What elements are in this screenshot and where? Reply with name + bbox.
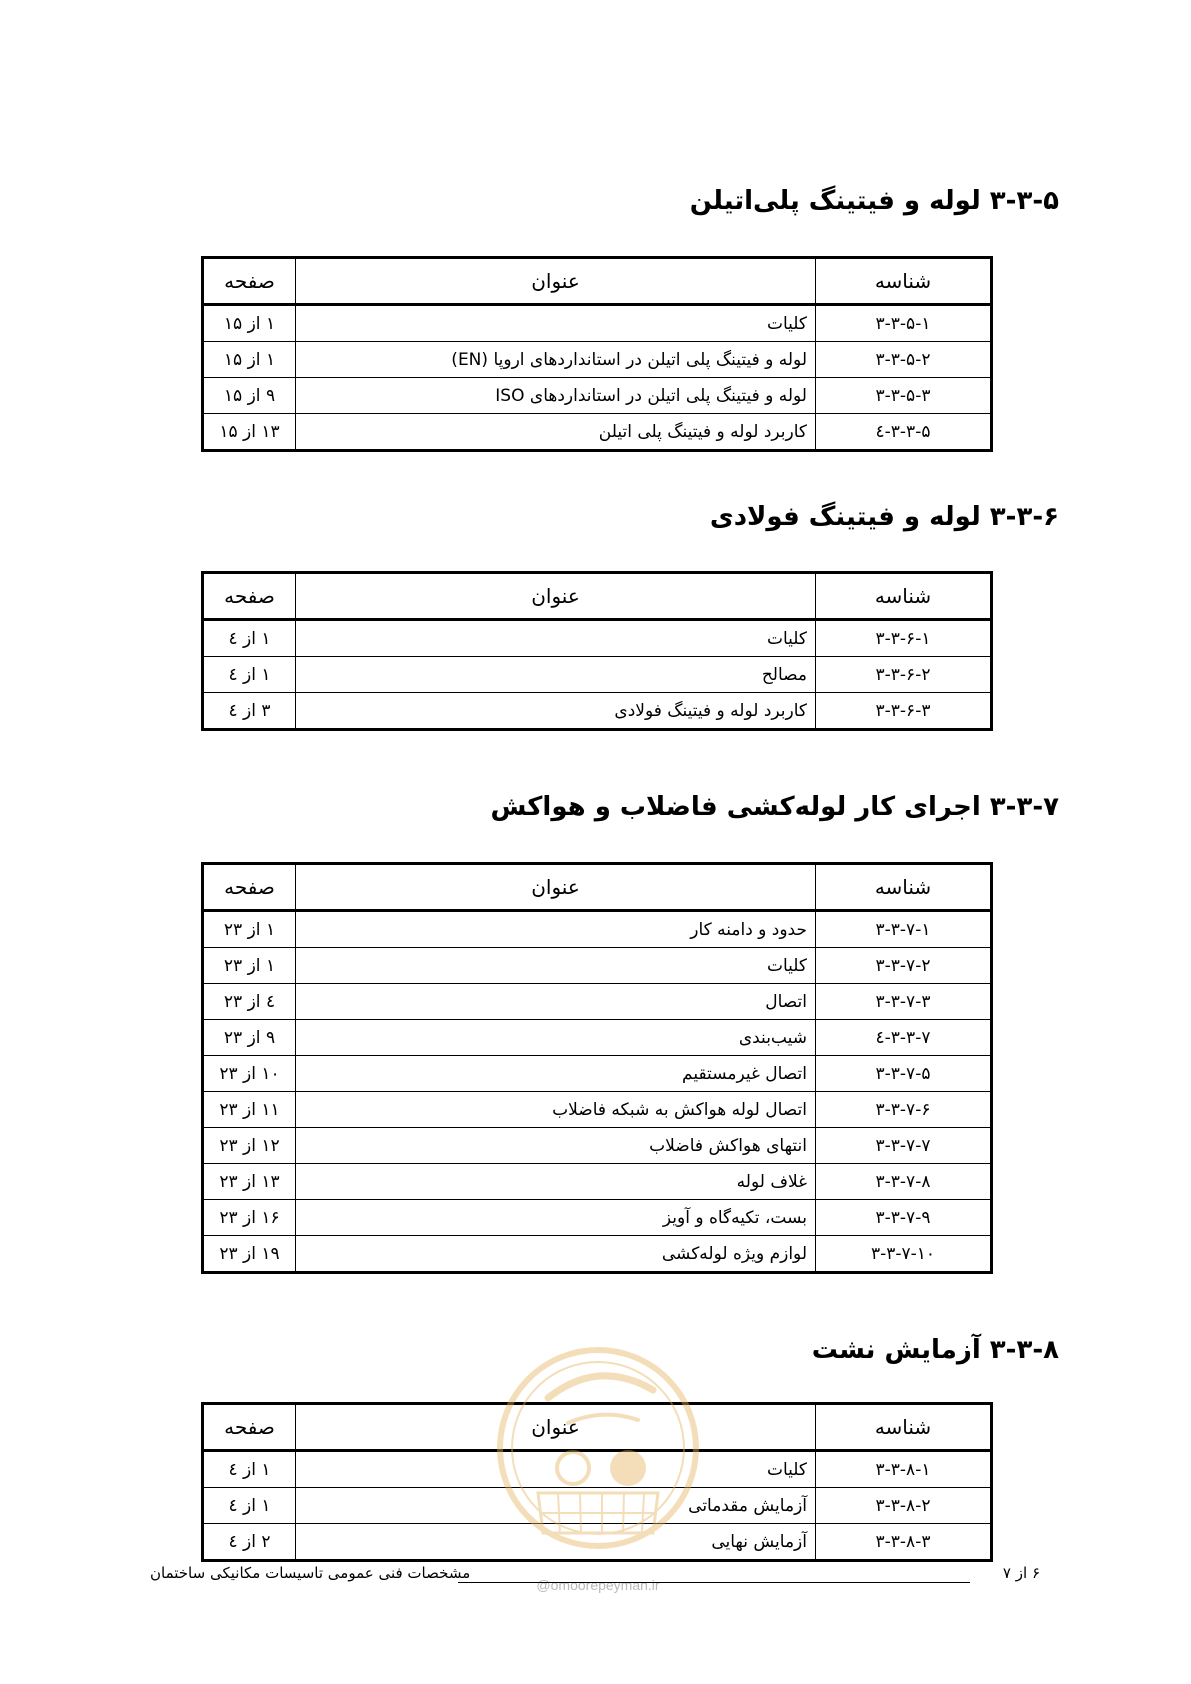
- toc-table-3-3-6: [201, 571, 993, 731]
- watermark-script: [548, 1376, 653, 1398]
- table-header-row: [203, 258, 992, 305]
- row-id: ۳-۳-۵-۱: [816, 305, 992, 342]
- footer-divider: [458, 1582, 970, 1583]
- page-number: ۶ از ۷: [1002, 1564, 1040, 1582]
- row-page: ٤ از ۲۳: [203, 984, 296, 1020]
- table-row[interactable]: [203, 342, 992, 378]
- row-page: ۱۳ از ۱۵: [203, 414, 296, 451]
- row-page: ۱ از ٤: [203, 620, 296, 657]
- row-id: ۳-۳-۵-٤: [816, 414, 992, 451]
- row-title: آزمایش مقدماتی: [296, 1488, 816, 1524]
- row-id: ۳-۳-۷-۱: [816, 911, 992, 948]
- row-title: انتهای هواکش فاضلاب: [296, 1128, 816, 1164]
- row-id: ۳-۳-۵-۳: [816, 378, 992, 414]
- row-id: ۳-۳-۷-۱۰: [816, 1236, 992, 1273]
- table-row[interactable]: [203, 305, 992, 342]
- table-row[interactable]: [203, 1236, 992, 1273]
- table-row[interactable]: [203, 984, 992, 1020]
- row-title: لوله و فیتینگ پلی اتیلن در استانداردهای اروپا (EN): [296, 342, 816, 378]
- row-id: ۳-۳-۵-۲: [816, 342, 992, 378]
- row-id: ۳-۳-۶-۳: [816, 693, 992, 730]
- section-heading-3-3-5: ۳-۳-۵ لوله و فیتینگ پلی‌اتیلن: [689, 186, 1059, 216]
- row-id: ۳-۳-۷-۳: [816, 984, 992, 1020]
- row-title: اتصال غیرمستقیم: [296, 1056, 816, 1092]
- table-row[interactable]: [203, 1020, 992, 1056]
- row-page: ۱۰ از ۲۳: [203, 1056, 296, 1092]
- row-id: ۳-۳-۷-۷: [816, 1128, 992, 1164]
- toc-table-3-3-5: [201, 256, 993, 452]
- table-row[interactable]: [203, 1200, 992, 1236]
- row-page: ۱ از ۱۵: [203, 305, 296, 342]
- row-title: لوازم ویژه لوله‌کشی: [296, 1236, 816, 1273]
- table-header-row: [203, 1404, 992, 1451]
- table-row[interactable]: [203, 1164, 992, 1200]
- header-page: صفحه: [203, 1404, 296, 1451]
- header-title: عنوان: [296, 573, 816, 620]
- toc-table-3-3-7: [201, 862, 993, 1274]
- row-page: ۱۱ از ۲۳: [203, 1092, 296, 1128]
- row-id: ۳-۳-۶-۲: [816, 657, 992, 693]
- table-row[interactable]: [203, 620, 992, 657]
- row-page: ۱۳ از ۲۳: [203, 1164, 296, 1200]
- row-title: بست، تکیه‌گاه و آویز: [296, 1200, 816, 1236]
- row-page: ۱ از ٤: [203, 657, 296, 693]
- row-id: ۳-۳-۷-۶: [816, 1092, 992, 1128]
- row-page: ۹ از ۲۳: [203, 1020, 296, 1056]
- section-heading-3-3-6: ۳-۳-۶ لوله و فیتینگ فولادی: [709, 502, 1059, 532]
- header-id: شناسه: [816, 1404, 992, 1451]
- header-title: عنوان: [296, 1404, 816, 1451]
- header-page: صفحه: [203, 864, 296, 911]
- header-id: شناسه: [816, 864, 992, 911]
- row-page: ۲ از ٤: [203, 1524, 296, 1561]
- table-row[interactable]: [203, 378, 992, 414]
- row-id: ۳-۳-۷-۸: [816, 1164, 992, 1200]
- page-footer: [150, 1564, 1040, 1594]
- row-title: کلیات: [296, 620, 816, 657]
- table-row[interactable]: [203, 1092, 992, 1128]
- header-id: شناسه: [816, 258, 992, 305]
- row-title: کلیات: [296, 305, 816, 342]
- header-title: عنوان: [296, 864, 816, 911]
- table-row[interactable]: [203, 1128, 992, 1164]
- row-title: اتصال: [296, 984, 816, 1020]
- row-title: مصالح: [296, 657, 816, 693]
- row-page: ۱۹ از ۲۳: [203, 1236, 296, 1273]
- header-page: صفحه: [203, 258, 296, 305]
- table-header-row: [203, 573, 992, 620]
- table-row[interactable]: [203, 1488, 992, 1524]
- row-page: ۱ از ٤: [203, 1488, 296, 1524]
- table-row[interactable]: [203, 657, 992, 693]
- row-title: آزمایش نهایی: [296, 1524, 816, 1561]
- row-id: ۳-۳-۸-۳: [816, 1524, 992, 1561]
- row-title: شیب‌بندی: [296, 1020, 816, 1056]
- table-row[interactable]: [203, 1524, 992, 1561]
- row-title: حدود و دامنه کار: [296, 911, 816, 948]
- row-id: ۳-۳-۸-۲: [816, 1488, 992, 1524]
- row-page: ۱ از ٤: [203, 1451, 296, 1488]
- row-title: اتصال لوله هواکش به شبکه فاضلاب: [296, 1092, 816, 1128]
- section-heading-3-3-7: ۳-۳-۷ اجرای کار لوله‌کشی فاضلاب و هواکش: [490, 792, 1059, 822]
- toc-table-3-3-8: [201, 1402, 993, 1562]
- row-title: کلیات: [296, 948, 816, 984]
- row-title: کاربرد لوله و فیتینگ پلی اتیلن: [296, 414, 816, 451]
- row-id: ۳-۳-۸-۱: [816, 1451, 992, 1488]
- row-id: ۳-۳-۶-۱: [816, 620, 992, 657]
- row-page: ۱ از ۲۳: [203, 948, 296, 984]
- table-row[interactable]: [203, 414, 992, 451]
- table-row[interactable]: [203, 693, 992, 730]
- row-page: ۱۶ از ۲۳: [203, 1200, 296, 1236]
- footer-document-title: مشخصات فنی عمومی تاسیسات مکانیکی ساختمان: [150, 1564, 471, 1582]
- header-title: عنوان: [296, 258, 816, 305]
- row-page: ۱۲ از ۲۳: [203, 1128, 296, 1164]
- table-row[interactable]: [203, 911, 992, 948]
- section-heading-3-3-8: ۳-۳-۸ آزمایش نشت: [811, 1335, 1059, 1365]
- row-id: ۳-۳-۷-۵: [816, 1056, 992, 1092]
- watermark-text: @omoorepeyman.ir: [536, 1577, 660, 1593]
- row-page: ۱ از ۲۳: [203, 911, 296, 948]
- row-id: ۳-۳-۷-۲: [816, 948, 992, 984]
- table-header-row: [203, 864, 992, 911]
- table-row[interactable]: [203, 1056, 992, 1092]
- row-id: ۳-۳-۷-۹: [816, 1200, 992, 1236]
- header-page: صفحه: [203, 573, 296, 620]
- header-id: شناسه: [816, 573, 992, 620]
- row-page: ۱ از ۱۵: [203, 342, 296, 378]
- row-id: ۳-۳-۷-٤: [816, 1020, 992, 1056]
- row-title: لوله و فیتینگ پلی اتیلن در استانداردهای ISO: [296, 378, 816, 414]
- row-page: ۹ از ۱۵: [203, 378, 296, 414]
- row-title: کاربرد لوله و فیتینگ فولادی: [296, 693, 816, 730]
- table-row[interactable]: [203, 1451, 992, 1488]
- row-title: کلیات: [296, 1451, 816, 1488]
- row-page: ۳ از ٤: [203, 693, 296, 730]
- row-title: غلاف لوله: [296, 1164, 816, 1200]
- table-row[interactable]: [203, 948, 992, 984]
